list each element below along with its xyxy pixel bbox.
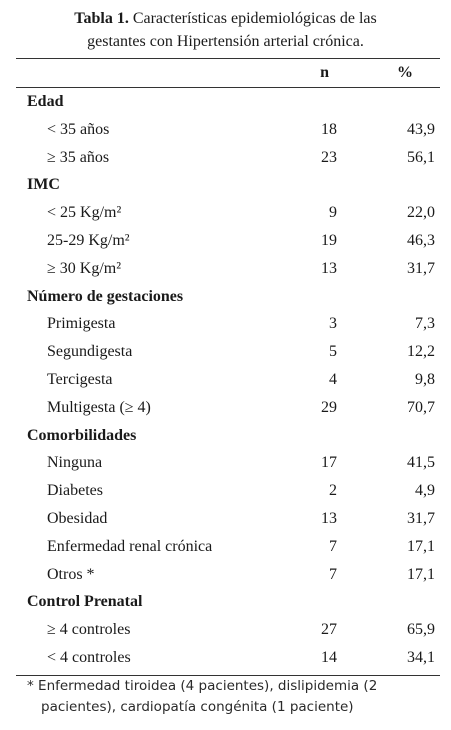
row-label: Enfermedad renal crónica — [47, 537, 213, 555]
row-n: 14 — [321, 649, 337, 666]
table-row — [0, 366, 451, 394]
section-row — [0, 88, 451, 116]
row-label: Ninguna — [47, 454, 103, 472]
caption-line-2: gestantes con Hipertensión arterial crónica. — [87, 33, 364, 50]
row-n: 13 — [321, 510, 337, 527]
section-label: Comorbilidades — [27, 426, 137, 444]
row-label: Diabetes — [47, 482, 103, 500]
row-n: 13 — [321, 259, 337, 277]
row-label: ≥ 30 Kg/m² — [47, 259, 122, 277]
table-row — [0, 394, 451, 422]
row-label: Segundigesta — [47, 343, 133, 361]
row-label: ≥ 4 controles — [47, 621, 131, 639]
row-pct: 43,9 — [407, 120, 435, 138]
row-label: 25-29 Kg/m² — [47, 232, 130, 249]
row-label: Tercigesta — [47, 371, 113, 388]
row-n: 17 — [321, 454, 337, 472]
row-n: 4 — [329, 371, 337, 388]
header-row — [0, 59, 451, 87]
row-label: Primigesta — [47, 315, 116, 333]
row-pct: 17,1 — [407, 565, 435, 583]
row-label: < 4 controles — [47, 649, 131, 666]
table-row — [0, 199, 451, 227]
row-n: 2 — [329, 482, 337, 500]
row-n: 3 — [329, 315, 337, 333]
row-n: 7 — [329, 537, 337, 555]
row-pct: 31,7 — [407, 259, 435, 277]
section-row — [0, 422, 451, 450]
table-caption — [0, 7, 451, 53]
section-label: Número de gestaciones — [27, 287, 184, 305]
header-n: n — [320, 64, 329, 81]
row-pct: 17,1 — [407, 537, 435, 555]
header-pct: % — [397, 64, 413, 81]
row-pct: 7,3 — [415, 315, 435, 333]
table-row — [0, 505, 451, 533]
caption-line-1 — [0, 7, 451, 30]
row-n: 23 — [321, 148, 337, 166]
row-label: Otros * — [47, 565, 95, 583]
row-pct: 9,8 — [415, 371, 435, 388]
footnote-line-2: pacientes), cardiopatía congénita (1 paciente) — [41, 699, 354, 715]
table-row — [0, 477, 451, 505]
row-pct: 65,9 — [407, 621, 435, 639]
table-row — [0, 449, 451, 477]
footnote-line-1: * Enfermedad tiroidea (4 pacientes), dislipidemia (2 — [27, 678, 378, 694]
table-row — [0, 616, 451, 644]
row-pct: 4,9 — [415, 482, 435, 500]
section-label: Control Prenatal — [27, 593, 143, 611]
row-pct: 12,2 — [407, 343, 435, 361]
caption-label: Tabla 1. — [74, 10, 129, 27]
table-row — [0, 644, 451, 672]
row-n: 29 — [321, 398, 337, 416]
row-n: 19 — [321, 232, 337, 249]
section-row — [0, 171, 451, 199]
row-n: 27 — [321, 621, 337, 639]
table-row — [0, 116, 451, 144]
row-n: 7 — [329, 565, 337, 583]
row-pct: 46,3 — [407, 232, 435, 249]
caption-text-1: Características epidemiológicas de las — [128, 10, 377, 27]
row-n: 9 — [329, 204, 337, 222]
table-row — [0, 227, 451, 255]
table-footnote — [27, 676, 437, 718]
section-row — [0, 283, 451, 311]
row-n: 18 — [321, 120, 337, 138]
row-pct: 22,0 — [407, 204, 435, 222]
row-label: Obesidad — [47, 510, 108, 527]
row-label: ≥ 35 años — [47, 148, 110, 166]
section-label: IMC — [27, 176, 60, 194]
row-pct: 70,7 — [407, 398, 435, 416]
table-row — [0, 533, 451, 561]
section-label: Edad — [27, 93, 64, 110]
row-label: < 25 Kg/m² — [47, 204, 122, 222]
table-row — [0, 144, 451, 172]
row-pct: 34,1 — [407, 649, 435, 666]
row-pct: 31,7 — [407, 510, 435, 527]
table-row — [0, 338, 451, 366]
row-label: < 35 años — [47, 120, 110, 138]
row-n: 5 — [329, 343, 337, 361]
row-pct: 56,1 — [407, 148, 435, 166]
section-row — [0, 588, 451, 616]
table-row — [0, 561, 451, 589]
row-pct: 41,5 — [407, 454, 435, 472]
table-row — [0, 310, 451, 338]
table-row — [0, 255, 451, 283]
row-label: Multigesta (≥ 4) — [47, 398, 151, 416]
